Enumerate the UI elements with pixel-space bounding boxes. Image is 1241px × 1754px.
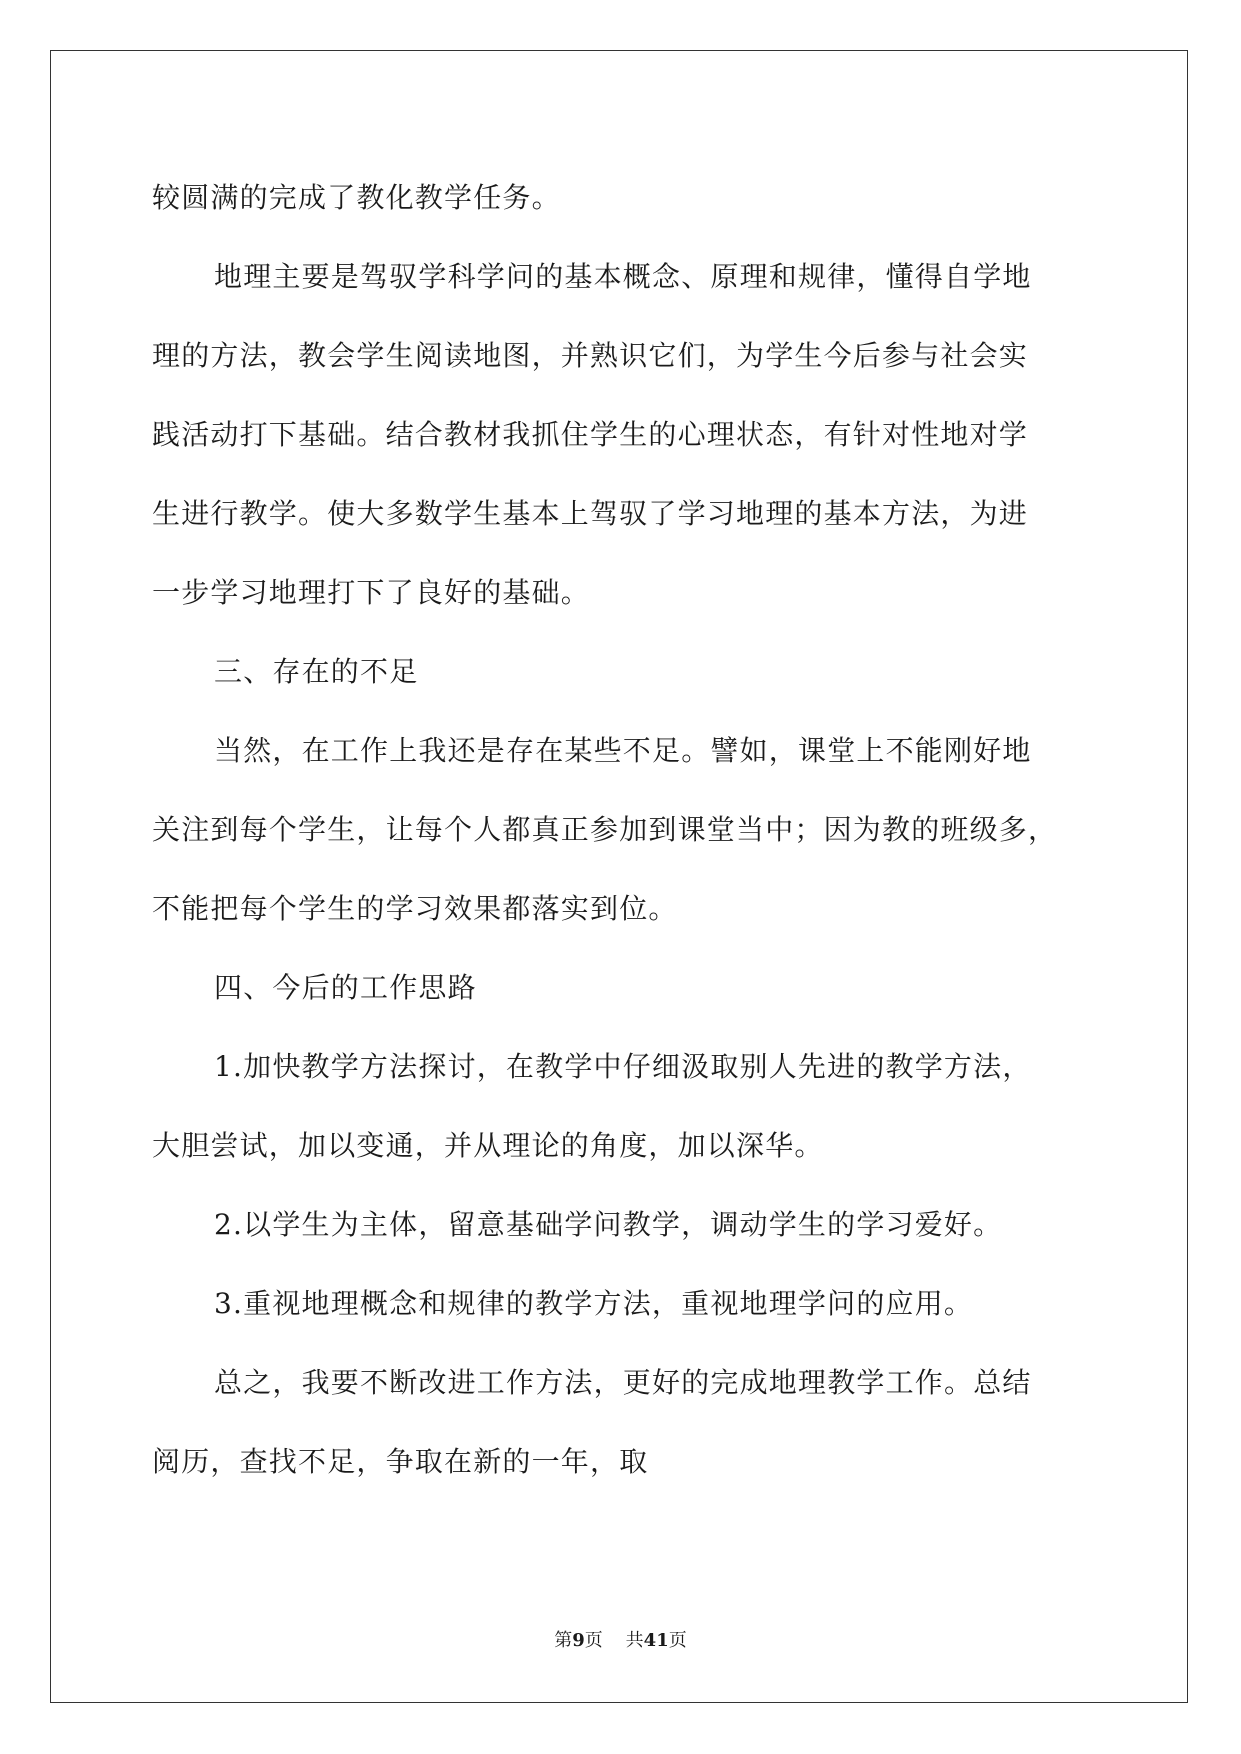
text-line: 大胆尝试，加以变通，并从理论的角度，加以深华。 bbox=[152, 1129, 824, 1162]
section-heading: 三、存在的不足 bbox=[214, 655, 419, 688]
document-body bbox=[152, 158, 1092, 1501]
section-heading: 四、今后的工作思路 bbox=[214, 971, 477, 1004]
text-line: 践活动打下基础。结合教材我抓住学生的心理状态，有针对性地对学 bbox=[152, 418, 1029, 451]
text-line: 阅历，查找不足，争取在新的一年，取 bbox=[152, 1445, 649, 1478]
text-line: 关注到每个学生，让每个人都真正参加到课堂当中；因为教的班级多， bbox=[152, 813, 1058, 846]
text-line: 地理主要是驾驭学科学问的基本概念、原理和规律，懂得自学地 bbox=[214, 260, 1032, 293]
text-line: 总之，我要不断改进工作方法，更好的完成地理教学工作。总结 bbox=[214, 1366, 1032, 1399]
list-item: 3.重视地理概念和规律的教学方法，重视地理学问的应用。 bbox=[214, 1287, 974, 1320]
text-line: 当然，在工作上我还是存在某些不足。譬如，课堂上不能刚好地 bbox=[214, 734, 1032, 767]
page-footer bbox=[0, 1629, 1241, 1653]
page-suffix: 页 bbox=[584, 1630, 603, 1651]
text-line: 生进行教学。使大多数学生基本上驾驭了学习地理的基本方法，为进 bbox=[152, 497, 1029, 530]
list-item: 2.以学生为主体，留意基础学问教学，调动学生的学习爱好。 bbox=[214, 1208, 1003, 1241]
total-suffix: 页 bbox=[668, 1630, 687, 1651]
total-prefix: 共 bbox=[625, 1630, 644, 1651]
text-line: 一步学习地理打下了良好的基础。 bbox=[152, 576, 591, 609]
text-line: 理的方法，教会学生阅读地图，并熟识它们，为学生今后参与社会实 bbox=[152, 339, 1029, 372]
text-line: 不能把每个学生的学习效果都落实到位。 bbox=[152, 892, 678, 925]
total-pages: 41 bbox=[643, 1630, 669, 1651]
text-line: 较圆满的完成了教化教学任务。 bbox=[152, 181, 561, 214]
page-prefix: 第 bbox=[554, 1630, 573, 1651]
page-number: 9 bbox=[572, 1630, 585, 1651]
list-item: 1.加快教学方法探讨，在教学中仔细汲取别人先进的教学方法， bbox=[214, 1050, 1032, 1083]
